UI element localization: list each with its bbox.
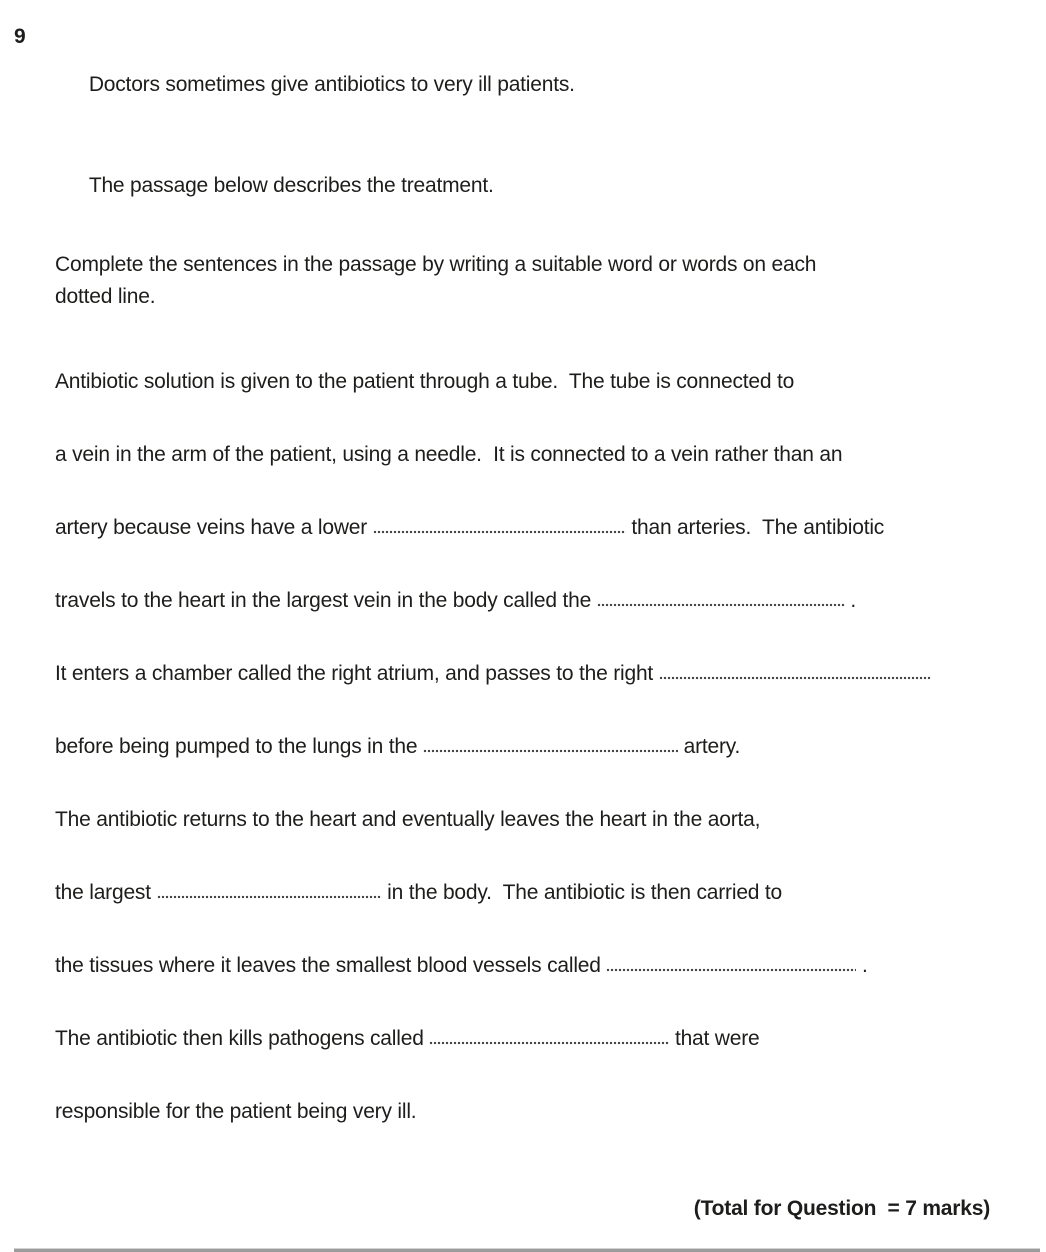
question-intro-row <box>14 25 990 121</box>
question-number: 9 <box>14 25 26 48</box>
answer-blank[interactable] <box>659 674 931 680</box>
passage-text: before being pumped to the lungs in the <box>55 735 423 758</box>
intro-line-1: Doctors sometimes give antibiotics to very ill patients. <box>88 73 575 96</box>
answer-blank[interactable] <box>606 966 856 972</box>
passage-line <box>55 954 990 978</box>
passage-text: the tissues where it leaves the smallest blood vessels called <box>55 954 607 977</box>
intro-row-2 <box>55 150 990 222</box>
passage-line <box>55 443 990 467</box>
passage-line <box>55 1027 990 1051</box>
total-marks-label: (Total for Question = 7 marks) <box>693 1197 990 1220</box>
instruction-line-2: dotted line. <box>55 285 156 308</box>
passage-text: The antibiotic then kills pathogens called <box>55 1027 430 1050</box>
answer-blank[interactable] <box>157 893 382 899</box>
answer-blank[interactable] <box>429 1039 669 1045</box>
passage-text: . <box>856 954 868 977</box>
passage-text: . <box>844 589 856 612</box>
intro-line-2: The passage below describes the treatment. <box>88 174 494 197</box>
passage-line <box>55 662 990 686</box>
answer-blank[interactable] <box>373 528 626 534</box>
passage-text: Antibiotic solution is given to the patient through a tube. The tube is connected to <box>55 370 795 393</box>
passage-text: artery. <box>677 735 741 758</box>
passage-line <box>55 881 990 905</box>
passage-text: that were <box>669 1027 760 1050</box>
passage-line <box>55 370 990 394</box>
answer-blank[interactable] <box>597 601 845 607</box>
instruction-line-1: Complete the sentences in the passage by writing a suitable word or words on each <box>55 253 817 276</box>
passage-line <box>55 516 990 540</box>
passage-line <box>55 1100 990 1124</box>
passage-text: It enters a chamber called the right atrium, and passes to the right <box>55 662 659 685</box>
passage-text: travels to the heart in the largest vein in the body called the <box>55 589 597 612</box>
passage-text: The antibiotic returns to the heart and eventually leaves the heart in the aorta, <box>55 808 761 831</box>
instruction <box>55 249 990 313</box>
passage-text: the largest <box>55 881 157 904</box>
passage-text: responsible for the patient being very ill. <box>55 1100 417 1123</box>
passage-line <box>55 589 990 613</box>
passage <box>55 370 990 1124</box>
answer-blank[interactable] <box>423 747 678 753</box>
passage-text: artery because veins have a lower <box>55 516 373 539</box>
passage-line <box>55 735 990 759</box>
passage-text: in the body. The antibiotic is then carried to <box>381 881 783 904</box>
total-marks-row <box>55 1173 990 1245</box>
passage-text: a vein in the arm of the patient, using a needle. It is connected to a vein rather than an <box>55 443 843 466</box>
passage-text: than arteries. The antibiotic <box>625 516 885 539</box>
passage-line <box>55 808 990 832</box>
footer-rule <box>14 1248 1040 1252</box>
